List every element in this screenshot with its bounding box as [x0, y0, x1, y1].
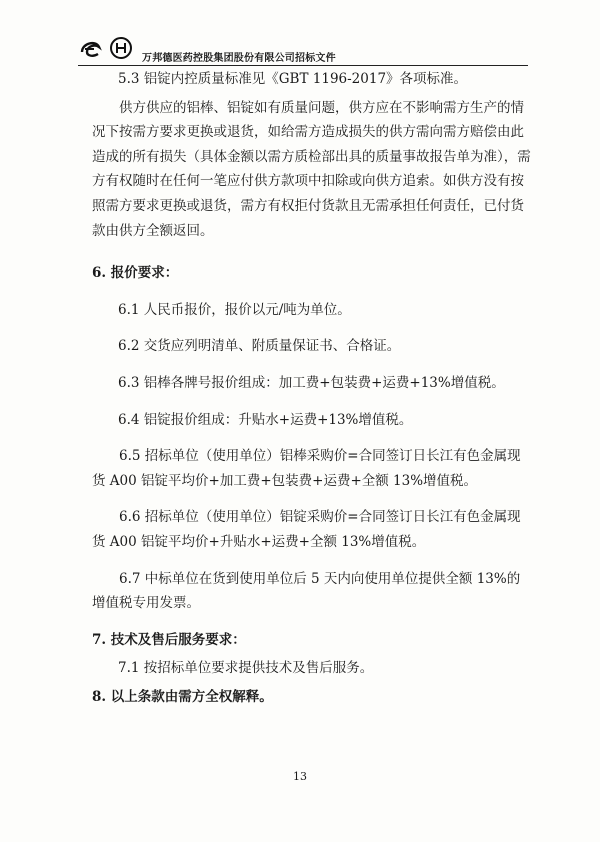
document-header — [78, 36, 538, 66]
clause-6-4: 6.4 铝锭报价组成：升贴水+运费+13%增值税。 — [118, 411, 413, 428]
clause-7-1: 7.1 按招标单位要求提供技术及售后服务。 — [118, 660, 374, 677]
section-8-heading: 8. 以上条款由需方全权解释。 — [92, 688, 273, 705]
clause-6-3: 6.3 铝棒各牌号报价组成：加工费+包装费+运费+13%增值税。 — [118, 374, 505, 391]
document-body — [92, 67, 532, 709]
page-number: 13 — [293, 770, 307, 783]
header-divider — [78, 65, 528, 66]
company-logo-icon — [78, 36, 104, 62]
clause-6-1: 6.1 人民币报价，报价以元/吨为单位。 — [118, 301, 351, 318]
clause-6-6: 6.6 招标单位（使用单位）铝锭采购价=合同签订日长江有色金属现货 A00 铝锭平均价+升贴水+运费+全额 13%增值税。 — [92, 509, 521, 550]
subsidiary-logo-icon — [108, 36, 134, 62]
section-7-heading: 7. 技术及售后服务要求： — [92, 631, 246, 648]
clause-5-3: 5.3 铝锭内控质量标准见《GBT 1196-2017》各项标准。 — [118, 71, 468, 87]
header-title: 万邦德医药控股集团股份有限公司招标文件 — [142, 53, 336, 64]
section-6-heading: 6. 报价要求： — [92, 265, 179, 282]
clause-6-5: 6.5 招标单位（使用单位）铝棒采购价=合同签订日长江有色金属现货 A00 铝锭平均价+加工费+包装费+运费+全额 13%增值税。 — [92, 448, 521, 489]
clause-6-7: 6.7 中标单位在货到使用单位后 5 天内向使用单位提供全额 13%的增值税专用发票。 — [92, 570, 521, 612]
supply-clause: 供方供应的铝棒、铝锭如有质量问题，供方应在不影响需方生产的情况下按需方要求更换或退货，如给需方造成损失的供方需向需方赔偿由此造成的所有损失（具体金额以需方质检部出具的质量事故报告单为准），需方有权随时在任何一笔应付供方款项中扣除或向供方追索。如供方没有按照需方要求更换或退货，需方有权拒付货款且无需承担任何责任，已付货款由供方全额返回。 — [92, 99, 531, 239]
clause-6-2: 6.2 交货应列明清单、附质量保证书、合格证。 — [118, 338, 401, 355]
